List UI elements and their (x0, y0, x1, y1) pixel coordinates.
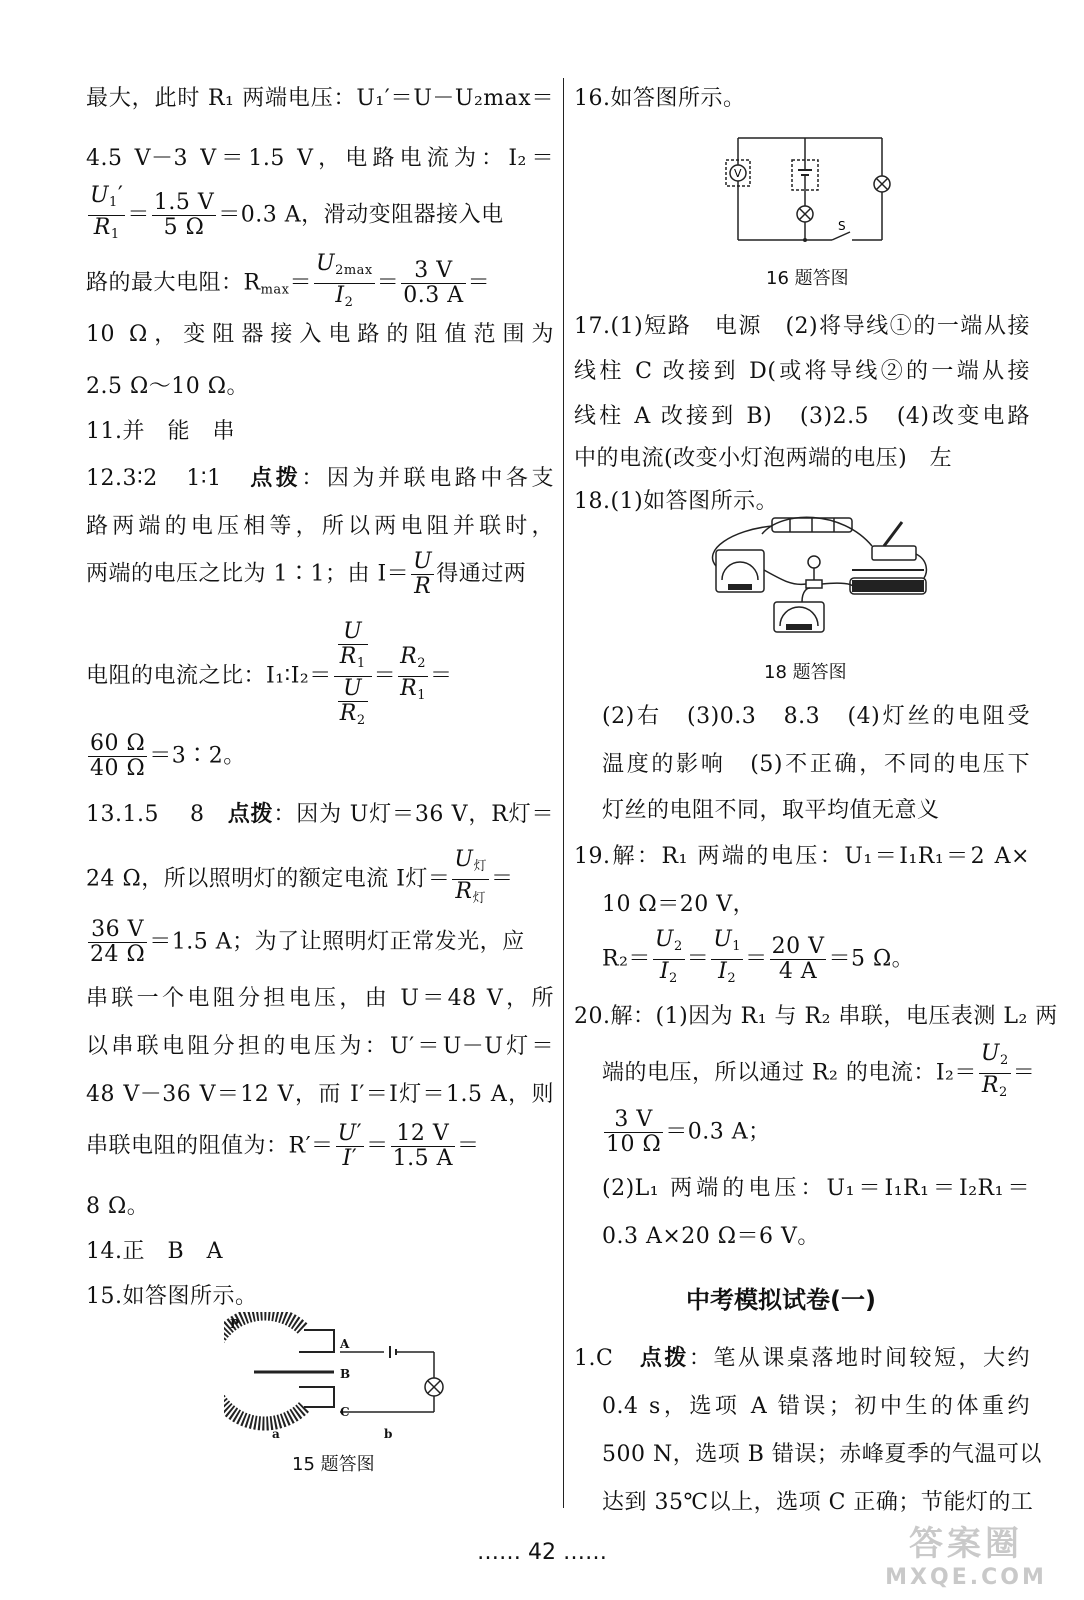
fig15-label: P (230, 1317, 240, 1331)
text-line: 端的电压，所以通过 R₂ 的电流：I₂＝ $\frac{U_2}{R_2}$ ＝ (602, 1042, 1030, 1105)
fraction: $\frac{12 V}{1.5 A}$ (392, 1121, 453, 1171)
text-line: (2)L₁ 两端的电压：U₁＝I₁R₁＝I₂R₁＝ (602, 1176, 1030, 1201)
text-line: 中的电流(改变小灯泡两端的电压) 左 (574, 446, 953, 471)
fraction: $\frac{3 V}{10 \Omega}$ (606, 1107, 662, 1157)
text-line: 10 Ω，变阻器接入电路的阻值范围为 (86, 322, 554, 347)
text-line: 路两端的电压相等，所以两电阻并联时， (86, 514, 554, 539)
mock-answer-1: 1.C 点拨：笔从课桌落地时间较短，大约 (574, 1346, 1030, 1371)
fraction: $\frac{U_1}{I_2}$ (713, 927, 742, 986)
text-line: R₂＝ $\frac{U_2}{I_2}$ ＝ $\frac{U_1}{I_2}$ ＝ $\frac{20 V}{4 A}$ ＝5 Ω。 (602, 928, 914, 991)
text-line: 线柱 C 改接到 D(或将导线②的一端从接 (574, 359, 1030, 384)
text-line: 电阻的电流之比：I₁∶I₂＝ $\frac{\frac{U}{R_1}}{\frac{U}{R_2}}$ ＝ $\frac{R_2}{R_1}$ ＝ (86, 620, 554, 733)
text-line: $\frac{60 \Omega}{40 \Omega}$ ＝3∶2。 (90, 731, 246, 781)
text-line: 2.5 Ω～10 Ω。 (86, 374, 249, 399)
text-line: 灯丝的电阻不同，取平均值无意义 (602, 798, 940, 823)
fig16-switch-label: S (838, 219, 846, 233)
watermark-logo: 答案圈 MXQE.COM (885, 1524, 1047, 1590)
text-line: $\frac{36 V}{24 \Omega}$ ＝1.5 A；为了让照明灯正常发光，应 (90, 917, 525, 967)
figure-18-apparatus (702, 510, 942, 640)
fig15-label: B (340, 1367, 351, 1381)
text-line: 串联电阻的阻值为：R′＝ $\frac{U'}{I'}$ ＝ $\frac{12 V}{1.5 A}$ ＝ (86, 1121, 480, 1171)
fig15-label: b (384, 1427, 393, 1441)
text-line: 最大，此时 R₁ 两端电压：U₁′＝U－U₂max＝ (86, 86, 554, 111)
answer-18: 18.(1)如答图所示。 (574, 489, 779, 514)
fraction: $\frac{U_2}{R_2}$ (980, 1041, 1009, 1100)
column-divider (563, 78, 564, 1508)
page-number: …… 42 …… (477, 1540, 607, 1565)
fraction: $\frac{U_2}{I_2}$ (654, 927, 683, 986)
fig15-label: a (272, 1427, 280, 1441)
answer-14: 14.正 B A (86, 1239, 224, 1264)
fraction: $\frac{20 V}{4 A}$ (771, 934, 825, 984)
text-line: $\frac{3 V}{10 \Omega}$ ＝0.3 A； (606, 1107, 771, 1157)
fraction: $\frac{U'}{I'}$ (337, 1121, 363, 1171)
figure-15-caption: 15 题答图 (292, 1454, 375, 1475)
text-line: 以串联电阻分担的电压为：U′＝U－U灯＝ (86, 1034, 554, 1059)
figure-16-caption: 16 题答图 (766, 268, 849, 289)
text-line: 串联一个电阻分担电压，由 U＝48 V，所 (86, 986, 554, 1011)
fraction: $\frac{U_{2max}}{I_2}$ (316, 251, 373, 310)
text-line: 8 Ω。 (86, 1194, 150, 1219)
fig16-voltmeter-label: V (734, 167, 742, 180)
fig15-label: C (340, 1405, 350, 1419)
text-line: 线柱 A 改接到 B) (3)2.5 (4)改变电路 (574, 404, 1030, 429)
text-line: 10 Ω＝20 V， (602, 892, 756, 917)
fig15-label: A (340, 1337, 350, 1351)
answer-15: 15.如答图所示。 (86, 1284, 258, 1309)
fraction: $\frac{U}{R}$ (413, 549, 433, 599)
text-line: 两端的电压之比为 1∶1；由 I＝ $\frac{U}{R}$ 得通过两 (86, 549, 527, 599)
fraction: $\frac{1.5 V}{5 \Omega}$ (153, 190, 215, 240)
text-line: 500 N，选项 B 错误；赤峰夏季的气温可以 (602, 1442, 1042, 1467)
fraction: $\frac{U_灯}{R_灯}$ (454, 847, 487, 906)
fraction: $\frac{60 \Omega}{40 \Omega}$ (90, 731, 146, 781)
answer-12: 12.3∶2 1∶1 点拨：因为并联电路中各支 (86, 466, 554, 491)
figure-18-caption: 18 题答图 (764, 662, 847, 683)
fraction: $\frac{\frac{U}{R_1}}{\frac{U}{R_2}}$ (334, 620, 372, 733)
fraction: $\frac{U_1'}{R_1}$ (90, 183, 124, 242)
answer-20: 20.解：(1)因为 R₁ 与 R₂ 串联，电压表测 L₂ 两 (574, 1004, 1058, 1029)
answer-18-rest: (2)右 (3)0.3 8.3 (4)灯丝的电阻受 (602, 704, 1030, 729)
answer-16: 16.如答图所示。 (574, 86, 746, 111)
text-line: 48 V－36 V＝12 V，而 I′＝I灯＝1.5 A，则 (86, 1082, 554, 1107)
text-line: 4.5 V－3 V＝1.5 V，电路电流为：I₂＝ (86, 146, 554, 171)
answer-19: 19.解：R₁ 两端的电压：U₁＝I₁R₁＝2 A× (574, 844, 1030, 869)
figure-16-circuit (722, 124, 892, 254)
fraction: $\frac{36 V}{24 \Omega}$ (90, 917, 146, 967)
fraction: $\frac{3 V}{0.3 A}$ (403, 258, 464, 308)
text-line: $\frac{U_1'}{R_1}$ ＝ $\frac{1.5 V}{5 \Omega}$ ＝0.3 A，滑动变阻器接入电 (86, 184, 554, 247)
text-line: 24 Ω，所以照明灯的额定电流 I灯＝ $\frac{U_灯}{R_灯}$ ＝ (86, 848, 554, 911)
text-line: 达到 35℃以上，选项 C 正确；节能灯的工 (602, 1490, 1034, 1515)
answer-13: 13.1.5 8 点拨：因为 U灯＝36 V，R灯＝ (86, 802, 554, 827)
text-line: 0.4 s，选项 A 错误；初中生的体重约 (602, 1394, 1030, 1419)
section-heading: 中考模拟试卷(一) (686, 1286, 876, 1314)
answer-11: 11.并 能 串 (86, 419, 235, 444)
fraction: $\frac{R_2}{R_1}$ (400, 644, 426, 703)
figure-15-rheostat-circuit (224, 1312, 464, 1442)
answer-17: 17.(1)短路 电源 (2)将导线①的一端从接 (574, 314, 1030, 339)
text-line: 路的最大电阻：$R_{max}=$ $\frac{U_{2max}}{I_2}$ ＝ $\frac{3 V}{0.3 A}$ ＝ (86, 252, 554, 315)
text-line: 温度的影响 (5)不正确，不同的电压下 (602, 752, 1030, 777)
text-line: 0.3 A×20 Ω＝6 V。 (602, 1224, 820, 1249)
